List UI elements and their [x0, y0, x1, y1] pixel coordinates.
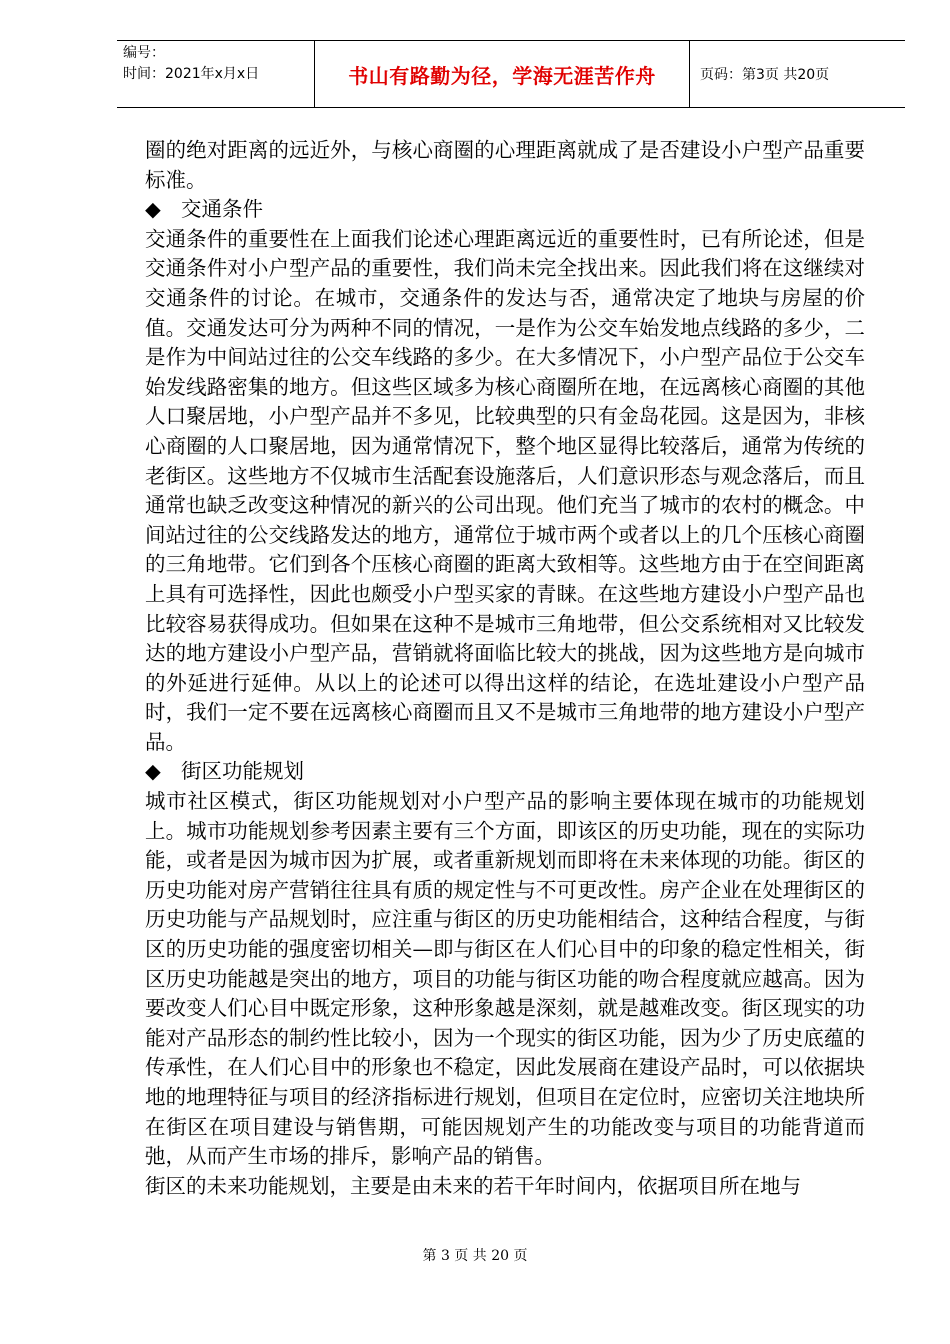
- header-meta: [117, 41, 315, 107]
- body-paragraph: 圈的绝对距离的远近外，与核心商圈的心理距离就成了是否建设小户型产品重要标准。: [145, 138, 865, 192]
- section-heading: [145, 195, 865, 225]
- diamond-icon: ◆: [145, 197, 161, 222]
- section-heading-text: 交通条件: [181, 197, 263, 222]
- body-paragraph: 街区的未来功能规划，主要是由未来的若干年时间内，依据项目所在地与: [145, 1173, 801, 1198]
- page-footer: 第 3 页 共 20 页: [422, 1248, 528, 1264]
- section-heading-text: 街区功能规划: [181, 759, 304, 784]
- diamond-icon: ◆: [145, 759, 161, 784]
- body-paragraph: 城市社区模式，街区功能规划对小户型产品的影响主要体现在城市的功能规划上。城市功能规划参考因素主要有三个方面，即该区的历史功能，现在的实际功能，或者是因为城市因为扩展，或者重新规划而即将在未来体现的功能。街区的历史功能对房产营销往往具有质的规定性与不可更改性。房产企业在处理街区的历史功能与产品规划时，应注重与街区的历史功能相结合，这种结合程度，与街区的历史功能的强度密切相关—即与街区在人们心目中的印象的稳定性相关，街区历史功能越是突出的地方，项目的功能与街区功能的吻合程度就应越高。因为要改变人们心目中既定形象，这种形象越是深刻，就是越难改变。街区现实的功能对产品形态的制约性比较小，因为一个现实的街区功能，因为少了历史底蕴的传承性，在人们心目中的形象也不稳定，因此发展商在建设产品时，可以依据块地的地理特征与项目的经济指标进行规划，但项目在定位时，应密切关注地块所在街区在项目建设与销售期，可能因规划产生的功能改变与项目的功能背道而弛，从而产生市场的排斥，影响产品的销售。: [145, 789, 865, 1169]
- header-motto: 书山有路勤为径，学海无涯苦作舟: [315, 41, 690, 107]
- page-header: [117, 40, 905, 108]
- header-time-label: 时间：2021年x月x日: [123, 66, 260, 82]
- document-body: [145, 136, 865, 1201]
- header-number-label: 编号：: [123, 45, 165, 61]
- header-page-info: 页码：第3页 共20页: [700, 67, 830, 83]
- body-paragraph: 交通条件的重要性在上面我们论述心理距离远近的重要性时，已有所论述，但是交通条件对小户型产品的重要性，我们尚未完全找出来。因此我们将在这继续对交通条件的讨论。在城市，交通条件的发达与否，通常决定了地块与房屋的价值。交通发达可分为两种不同的情况，一是作为公交车始发地点线路的多少，二是作为中间站过往的公交车线路的多少。在大多情况下，小户型产品位于公交车始发线路密集的地方。但这些区域多为核心商圈所在地，在远离核心商圈的其他人口聚居地，小户型产品并不多见，比较典型的只有金岛花园。这是因为，非核心商圈的人口聚居地，因为通常情况下，整个地区显得比较落后，通常为传统的老街区。这些地方不仅城市生活配套设施落后，人们意识形态与观念落后，而且通常也缺乏改变这种情况的新兴的公司出现。他们充当了城市的农村的概念。中间站过往的公交线路发达的地方，通常位于城市两个或者以上的几个压核心商圈的三角地带。它们到各个压核心商圈的距离大致相等。这些地方由于在空间距离上具有可选择性，因此也颇受小户型买家的青睐。在这些地方建设小户型产品也比较容易获得成功。但如果在这种不是城市三角地带，但公交系统相对又比较发达的地方建设小户型产品，营销就将面临比较大的挑战，因为这些地方是向城市的外延进行延伸。从以上的论述可以得出这样的结论，在选址建设小户型产品时，我们一定不要在远离核心商圈而且又不是城市三角地带的地方建设小户型产品。: [145, 226, 865, 754]
- section-heading: [145, 757, 865, 787]
